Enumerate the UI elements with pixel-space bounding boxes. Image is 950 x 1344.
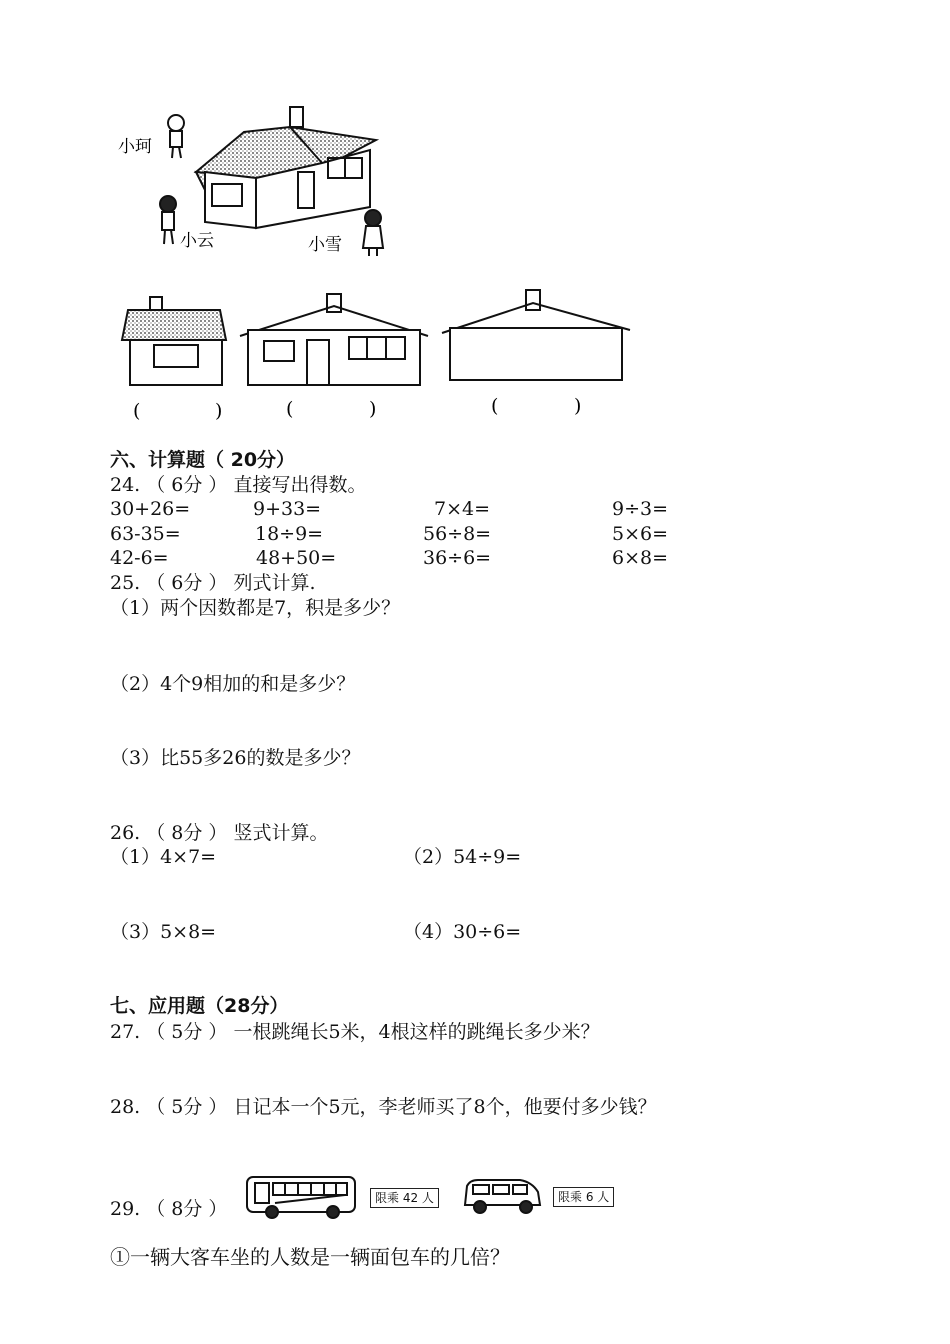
label-xiaoke: 小珂 [118,137,152,157]
q24-item: 48+50= [256,547,337,569]
kid-xiaoxue-icon [363,210,383,256]
van-icon [465,1180,540,1213]
blank-open-3: ( [491,395,499,417]
section-6-title: 六、计算题（ 20分） [110,449,296,471]
q29-stem: 29. （ 8分 ） [110,1198,228,1220]
q24-item: 7×4= [434,498,491,520]
q24-stem: 24. （ 6分 ） 直接写出得数。 [110,474,367,496]
q24-item: 42-6= [110,547,169,569]
q24-item: 18÷9= [255,523,324,545]
blank-open-1: ( [133,400,141,422]
q24-item: 5×6= [612,523,669,545]
q26-stem: 26. （ 8分 ） 竖式计算。 [110,822,329,844]
q25-part-1: （1）两个因数都是7，积是多少？ [110,597,401,619]
section-7-title: 七、应用题（28分） [110,995,289,1017]
q24-item: 9÷3= [612,498,669,520]
blank-close-3: ) [574,395,582,417]
view-top [442,290,630,380]
q24-item: 56÷8= [423,523,492,545]
kid-xiaoke-icon [168,115,184,158]
bus-capacity-tag: 限乘 42 人 [370,1188,439,1208]
q26-part-1: （1）4×7= [110,846,217,868]
q25-part-3: （3）比55多26的数是多少？ [110,747,361,769]
van-capacity-tag: 限乘 6 人 [553,1187,614,1207]
q27: 27. （ 5分 ） 一根跳绳长5米，4根这样的跳绳长多少米？ [110,1021,600,1043]
q24-item: 9+33= [253,498,322,520]
q25-stem: 25. （ 6分 ） 列式计算. [110,572,316,594]
q28: 28. （ 5分 ） 日记本一个5元，李老师买了8个，他要付多少钱？ [110,1096,657,1118]
q26-part-2: （2）54÷9= [403,846,522,868]
view-side [122,297,226,385]
house-perspective [196,107,376,228]
q26-part-4: （4）30÷6= [403,921,522,943]
q24-item: 6×8= [612,547,669,569]
view-front [240,294,428,385]
blank-close-2: ) [369,398,377,420]
bus-icon [247,1177,355,1218]
q24-item: 36÷6= [423,547,492,569]
q26-part-3: （3）5×8= [110,921,217,943]
blank-open-2: ( [286,398,294,420]
label-xiaoyun: 小云 [180,231,214,251]
blank-close-1: ) [215,400,223,422]
q24-item: 63-35= [110,523,181,545]
kid-xiaoyun-icon [160,196,176,244]
q24-item: 30+26= [110,498,191,520]
q25-part-2: （2）4个9相加的和是多少？ [110,673,356,695]
label-xiaoxue: 小雪 [308,235,342,255]
house-figure [0,0,950,430]
q29-part-1: ①一辆大客车坐的人数是一辆面包车的几倍？ [110,1245,510,1269]
